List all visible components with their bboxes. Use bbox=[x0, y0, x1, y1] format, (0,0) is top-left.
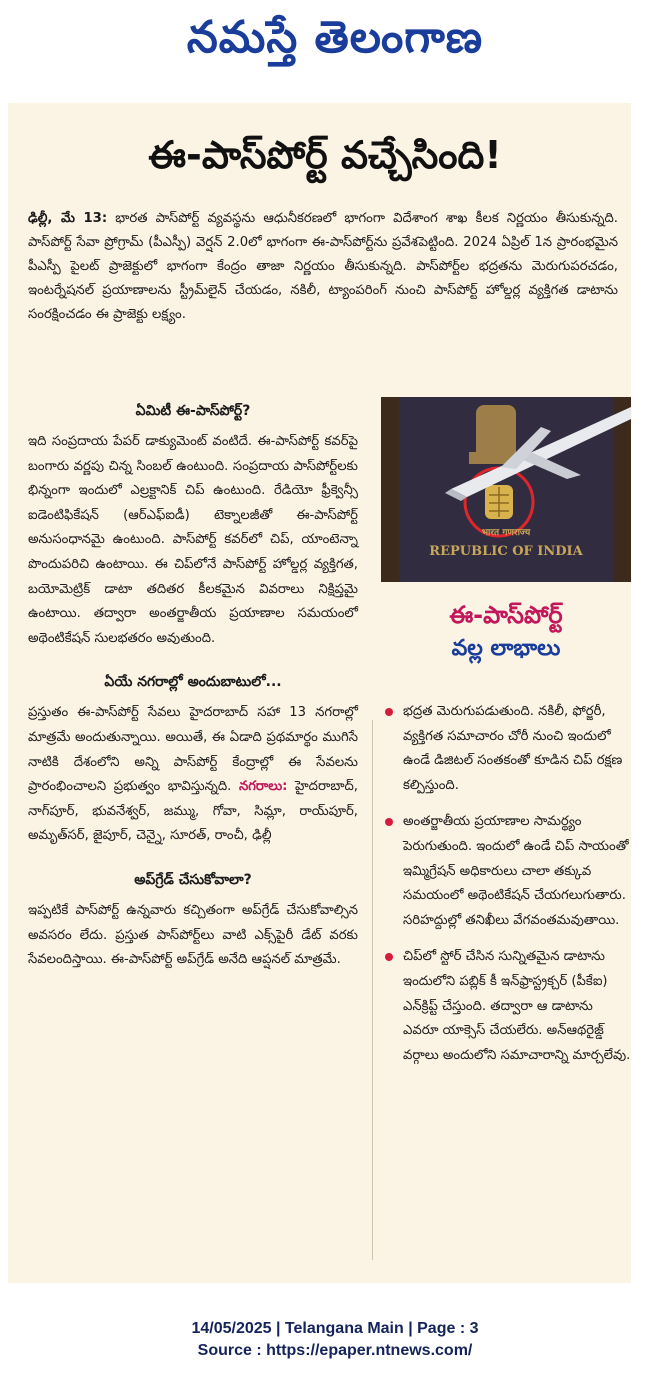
passport-photo bbox=[381, 397, 631, 582]
lead-text: భారత పాస్‌పోర్ట్ వ్యవస్థను ఆధునీకరణలో భాగంగా విదేశాంగ శాఖ కీలక నిర్ణయం తీసుకున్నది. పాస్‌పోర్ట్ సేవా ప్రోగ్రామ్ (పీఎస్పీ) వెర్షన్ 2.0లో భాగంగా ఈ-పాస్‌పోర్ట్‌ను ప్రవేశపెట్టింది. 2024 ఏప్రిల్ 1న ప్రారంభమైన పీఎస్పీ పైలట్ ప్రాజెక్టులో భాగంగా కేంద్రం తాజా నిర్ణయం తీసుకున్నది. పాస్‌పోర్ట్‌ల భద్రతను మెరుగుపరచడం, ఇంటర్నేషనల్ ప్రయాణాలను స్ట్రీమ్‌లైన్ చేయడం, నకిలీ, ట్యాంపరింగ్ నుంచి పాస్‌పోర్ట్ హోల్డర్ల వ్యక్తిగత డాటాను సంరక్షించడం ఈ ప్రాజెక్టు లక్ష్యం. bbox=[28, 211, 618, 322]
bullet-icon bbox=[385, 953, 393, 961]
section-body-what-is: ఇది సంప్రదాయ పేపర్ డాక్యుమెంట్ వంటిదే. ఈ-పాస్‌పోర్ట్ కవర్‌పై బంగారు వర్ణపు చిన్న సింబల్ ఉంటుంది. సంప్రదాయ పాస్‌పోర్ట్‌లకు భిన్నంగా ఇందులో ఎల్రక్టానిక్ చిప్ ఉంటుంది. రేడియో ఫ్రీక్వెన్సీ ఐడెంటిఫికేషన్ (ఆర్ఎఫ్ఐడీ) టెక్నాలజీతో ఈ-పాస్‌పోర్ట్ అనుసంధానమై ఉంటుంది. పాస్‌పోర్ట్ కవర్‌లో చిప్, యాంటెన్నా పొందుపరిచి ఉంటాయి. ఈ చిప్‌లోనే పాస్‌పోర్ట్ హోల్డర్ల వ్యక్తిగత, బయోమెట్రిక్ డాటా తదితర కీలకమైన వివరాలు నిక్షిప్తమై ఉంటాయి. తద్వారా అంతర్జాతీయ ప్రయాణాల సమయంలో అథెంటికేషన్ సులభతరం అవుతుంది. bbox=[28, 434, 358, 646]
benefits-title-line1: ఈ-పాస్‌పోర్ట్ bbox=[449, 601, 563, 629]
bullet-icon bbox=[385, 708, 393, 716]
article-headline: ఈ-పాస్‌పోర్ట్ వచ్చేసింది! bbox=[148, 133, 502, 177]
section-body-upgrade: ఇప్పటికే పాస్‌పోర్ట్ ఉన్నవారు కచ్చితంగా అప్‌గ్రేడ్ చేసుకోవాల్సిన అవసరం లేదు. ప్రస్తుత పాస్‌పోర్ట్‌లు వాటి ఎక్స్‌పైరీ డేట్ వరకు సేవలందిస్తాయి. ఈ-పాస్‌పోర్ట్ అప్‌గ్రేడ్ అనేది ఆప్షనల్ మాత్రమే. bbox=[28, 902, 358, 968]
bullet-icon bbox=[385, 818, 393, 826]
footer-date-page: 14/05/2025 | Telangana Main | Page : 3 bbox=[191, 1320, 479, 1337]
cities-label: నగరాలు: bbox=[238, 779, 288, 795]
passport-english-text: REPUBLIC OF INDIA bbox=[429, 544, 583, 559]
passport-illustration bbox=[381, 397, 631, 582]
benefits-title-line2: వల్ల లాభాలు bbox=[451, 636, 561, 661]
section-body-cities bbox=[28, 701, 358, 849]
benefit-item bbox=[381, 700, 631, 798]
benefit-text: చిప్‌లో స్టోర్ చేసిన సున్నితమైన డాటాను ఇందులోని పబ్లిక్ కీ ఇన్‌ఫ్రాస్ట్రక్చర్ (పీకేఐ) ఎన్‌క్రిప్ట్ చేస్తుంది. తద్వారా ఆ డాటాను ఎవరూ యాక్సెస్ చేయలేరు. అన్‌ఆథరైజ్డ్ వర్గాలు అందులోని సమాచారాన్ని మార్చలేవు. bbox=[403, 949, 631, 1063]
column-divider bbox=[372, 720, 373, 1260]
footer-source: Source : https://epaper.ntnews.com/ bbox=[197, 1342, 473, 1359]
section-heading-upgrade: అప్‌గ్రేడ్ చేసుకోవాలా? bbox=[134, 871, 252, 888]
page-footer bbox=[0, 1318, 670, 1362]
left-column bbox=[28, 398, 358, 991]
benefit-text: అంతర్జాతీయ ప్రయాణాల సామర్థ్యం పెరుగుతుంది. ఇందులో ఉండే చిప్ సాయంతో ఇమ్మిగ్రేషన్ అధికారులు చాలా తక్కువ సమయంలో అథెంటికేషన్ చేయగలుగుతారు. సరిహద్దుల్లో తనిఖీలు వేగవంతమవుతాయి. bbox=[403, 814, 629, 928]
benefits-list bbox=[381, 700, 631, 1080]
cities-intro: ప్రస్తుతం ఈ-పాస్‌పోర్ట్ సేవలు హైదరాబాద్ సహా 13 నగరాల్లో మాత్రమే అందుతున్నాయి. అయితే, ఈ ఏడాది ప్రథమార్థం ముగిసే నాటికి దేశంలోని అన్ని పాస్‌పోర్ట్ కేంద్రాల్లో ఈ సేవలను ప్రారంభించాలని ప్రభుత్వం భావిస్తున్నది. bbox=[28, 705, 358, 795]
lead-paragraph bbox=[28, 207, 618, 327]
benefit-text: భద్రత మెరుగుపడుతుంది. నకిలీ, ఫోర్జరీ, వ్యక్తిగత సమాచారం చోరీ నుంచి ఇందులో ఉండే డిజిటల్ సంతకంతో కూడిన చిప్ రక్షణ కల్పిస్తుంది. bbox=[403, 704, 623, 793]
section-heading-cities: ఏయే నగరాల్లో అందుబాటులో... bbox=[104, 674, 282, 691]
newspaper-masthead: నమస్తే తెలంగాణ bbox=[186, 12, 484, 63]
benefits-title bbox=[381, 598, 631, 666]
benefit-item bbox=[381, 810, 631, 933]
chip-icon bbox=[485, 485, 513, 519]
cities-list: హైదరాబాద్, నాగ్‌పూర్, భువనేశ్వర్, జమ్ము, గోవా, సిమ్లా, రాయ్‌పూర్, అమృత్‌సర్, జైపూర్, చెన్నై, సూరత్, రాంచీ, ఢిల్లీ bbox=[28, 779, 358, 844]
passport-hindi-text: भारत गणराज्य bbox=[481, 528, 531, 538]
section-heading-what-is: ఏమిటీ ఈ-పాస్‌పోర్ట్? bbox=[135, 403, 251, 419]
dateline: ఢిల్లీ, మే 13: bbox=[28, 211, 108, 226]
benefit-item bbox=[381, 945, 631, 1068]
